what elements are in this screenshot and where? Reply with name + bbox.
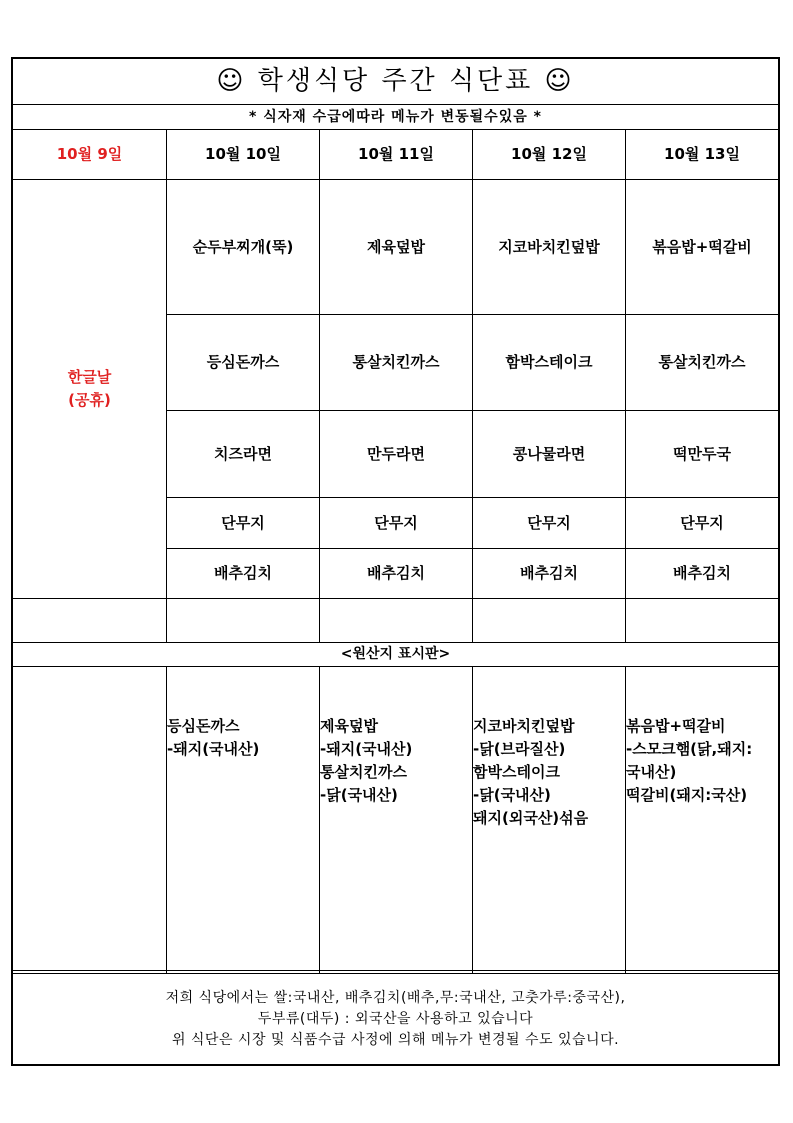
origin-info xyxy=(167,667,319,970)
menu-item: 통살치킨까스 xyxy=(352,353,440,371)
date-header: 10월 10일 xyxy=(205,145,281,163)
menu-item: 함박스테이크 xyxy=(505,353,593,371)
footer-line: 위 식단은 시장 및 식품수급 사정에 의해 메뉴가 변경될 수도 있습니다. xyxy=(171,1031,620,1048)
menu-item: 볶음밥+떡갈비 xyxy=(652,237,752,256)
menu-item: 단무지 xyxy=(374,513,418,532)
origin-line: 돼지(외국산)섞음 xyxy=(473,809,589,827)
origin-line: -닭(국내산) xyxy=(320,786,398,804)
menu-item: 통살치킨까스 xyxy=(658,353,746,371)
menu-item: 배추김치 xyxy=(214,564,272,582)
origin-line: -돼지(국내산) xyxy=(167,740,260,758)
origin-line: -닭(국내산) xyxy=(473,786,551,804)
menu-sheet xyxy=(11,57,780,1066)
holiday-note xyxy=(13,180,166,598)
footer-notice xyxy=(13,974,778,1064)
origin-info xyxy=(626,667,778,970)
menu-item: 단무지 xyxy=(221,513,265,532)
page-title: ☺ 학생식당 주간 식단표 ☺ xyxy=(216,66,575,96)
holiday-label: (공휴) xyxy=(68,391,111,409)
origin-line: 볶음밥+떡갈비 xyxy=(626,717,726,735)
footer-line: 저희 식당에서는 쌀:국내산, 배추김치(배추,무:국내산, 고춧가루:중국산), xyxy=(165,989,626,1006)
menu-item: 단무지 xyxy=(527,513,571,532)
origin-header: <원산지 표시판> xyxy=(340,646,451,662)
date-header: 10월 11일 xyxy=(358,145,434,163)
date-header: 10월 12일 xyxy=(511,145,587,163)
menu-item: 콩나물라면 xyxy=(512,444,586,463)
date-header: 10월 13일 xyxy=(664,145,740,163)
origin-line: -스모크햄(닭,돼지: xyxy=(626,740,753,758)
origin-line: -돼지(국내산) xyxy=(320,740,413,758)
grid-line xyxy=(13,970,778,971)
origin-line: 지코바치킨덮밥 xyxy=(473,717,575,735)
menu-item: 지코바치킨덮밥 xyxy=(498,237,600,256)
origin-line: 떡갈비(돼지:국산) xyxy=(626,786,748,804)
menu-item: 치즈라면 xyxy=(214,444,272,463)
origin-line: 국내산) xyxy=(626,763,677,781)
menu-item: 배추김치 xyxy=(520,564,578,582)
origin-line: 통살치킨까스 xyxy=(320,763,407,781)
origin-line: 함박스테이크 xyxy=(473,763,560,781)
date-header-holiday: 10월 9일 xyxy=(56,145,123,163)
origin-line: 제육덮밥 xyxy=(320,717,378,735)
origin-line: -닭(브라질산) xyxy=(473,740,566,758)
menu-item: 떡만두국 xyxy=(673,444,731,463)
grid-line xyxy=(13,598,778,599)
menu-item: 등심돈까스 xyxy=(206,353,280,371)
footer-line: 두부류(대두) : 외국산을 사용하고 있습니다 xyxy=(257,1010,534,1027)
menu-item: 단무지 xyxy=(680,513,724,532)
holiday-name: 한글날 xyxy=(67,368,112,386)
menu-item: 만두라면 xyxy=(367,444,425,463)
menu-item: 배추김치 xyxy=(673,564,731,582)
notice-text: * 식자재 수급에따라 메뉴가 변동될수있음 * xyxy=(249,108,542,125)
origin-info xyxy=(473,667,625,970)
menu-item: 제육덮밥 xyxy=(367,237,425,256)
menu-item: 배추김치 xyxy=(367,564,425,582)
origin-line: 등심돈까스 xyxy=(167,717,240,735)
origin-info xyxy=(320,667,472,970)
menu-item: 순두부찌개(뚝) xyxy=(192,237,294,256)
